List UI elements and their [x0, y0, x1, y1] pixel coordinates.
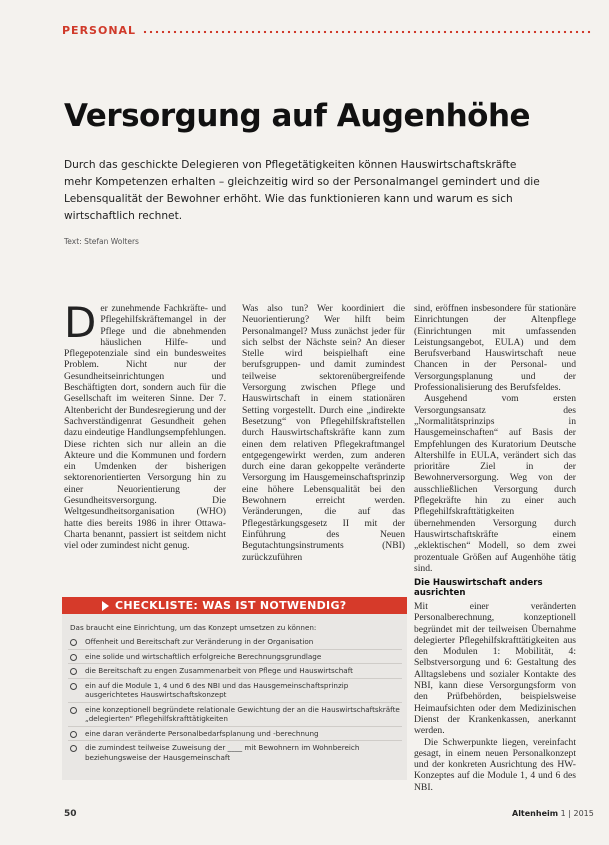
checklist-item-text: eine konzeptionell begründete relationale Gewichtung der an die Hauswirtschaftskräfte „delegierten“ Pflegehilfskrafttätigkeiten	[85, 704, 400, 723]
drop-cap: D	[64, 298, 97, 347]
checklist-banner	[62, 597, 407, 614]
section-label: PERSONAL	[62, 23, 137, 37]
checklist-item	[68, 727, 402, 742]
checklist-item	[68, 679, 402, 703]
circle-bullet-icon	[70, 683, 77, 690]
body-column-1	[64, 298, 226, 552]
circle-bullet-icon	[70, 707, 77, 714]
circle-bullet-icon	[70, 668, 77, 675]
checklist-item	[68, 664, 402, 679]
circle-bullet-icon	[70, 745, 77, 752]
section-header	[62, 22, 592, 38]
body-text-1: er zunehmende Fachkräfte- und Pflegehilfskräftemangel in der Pflege und die abnehmenden häuslichen Hilfe- und Pflegepotenziale sind ein bundesweites Problem. Nicht nur der Gesundheitseinrichtungen und Beschäftigten dort, sondern auch für die Gesellschaft im weiteren Sinne. Der 7. Altenbericht der Bundesregierung und der Sachverständigenrat Gesundheit gehen dazu eindeutige Handlungsempfehlungen. Diese richten sich nur allein an die Akteure und die Kommunen und fordern ein Umdenken der bisherigen sektorenorientierten Versorgung hin zu einer Neuorientierung der Gesundheitsversorgung. Die Weltgesundheitsorganisation (WHO) hatte dies bereits 1986 in ihrer Ottawa-Charta benannt, passiert ist seitdem nicht viel oder zumindest nicht genug.	[64, 303, 226, 552]
circle-bullet-icon	[70, 639, 77, 646]
checklist-item	[68, 741, 402, 764]
checklist-item-text: eine solide und wirtschaftlich erfolgreiche Berechnungsgrundlage	[85, 651, 322, 661]
magazine-footer	[512, 809, 594, 818]
body-column-3	[414, 303, 576, 574]
checklist-item-text: die Bereitschaft zu engen Zusammenarbeit von Pflege und Hauswirtschaft	[85, 666, 353, 675]
circle-bullet-icon	[70, 654, 77, 661]
body-column-2: Was also tun? Wer koordiniert die Neuorientierung? Wer hilft beim Personalmangel? Muss zunächst jeder für sich selbst der Nächste sein? An dieser Stelle wird beispielhaft eine berufsgruppen- und damit zumindest teilweise sektorenübergreifende Versorgung zwischen Pflege und Hauswirtschaft in einem stationären Setting vorgestellt. Durch eine „indirekte Besetzung“ von Pflegehilfskraftstellen durch Hauswirtschaftskräfte kann zum einen dem relativen Pflegekraftmangel entgegengewirkt werden, zum anderen durch eine daran gekoppelte veränderte Versorgung im Hausgemeinschaftsprinzip eine höhere Lebensqualität bei den Bewohnern erreicht werden. Veränderungen, die auf das Pflegestärkungsgesetz II mit der Einführung des Neuen Begutachtungsinstruments (NBI) zurückzuführen	[242, 303, 405, 563]
magazine-name: Altenheim	[512, 809, 559, 818]
checklist-item	[68, 650, 402, 665]
checklist-list	[68, 635, 402, 764]
issue-number: 1 | 2015	[560, 809, 594, 818]
checklist-item	[68, 703, 402, 727]
dotted-rule	[142, 30, 592, 34]
checklist-intro: Das braucht eine Einrichtung, um das Konzept umsetzen zu können:	[70, 623, 317, 632]
body-paragraph: Ausgehend vom ersten Versorgungsansatz des „Normalitätsprinzips in Hausgemeinschaften“ auf Basis der Empfehlungen des Kuratorium Deutsche Altershilfe in EULA, verändert sich das prioritäre Ziel in der Bewohnerversorgung. Weg von der ausschließlichen Versorgung durch Pflegekräfte hin zu einer auch Pflegehilfskrafttätigkeiten übernehmenden Versorgung durch Hauswirtschaftskräfte einem „eklektischen“ Modell, so dem zwei prozentuale Größen auf Augenhöhe tätig sind.	[414, 393, 576, 574]
checklist-item-text: die zumindest teilweise Zuweisung der ____ mit Bewohnern im Wohnbereich beziehungsweise der Hausgemeinschaft	[85, 743, 360, 762]
checklist-item-text: eine daran veränderte Personalbedarfsplanung und -berechnung	[85, 728, 319, 738]
article-lead: Durch das geschickte Delegieren von Pflegetätigkeiten können Hauswirtschaftskräfte mehr Kompetenzen erhalten – gleichzeitig wird so der Personalmangel gemindert und die Lebensqualität der Bewohner erhöht. Wie das funktionieren kann und warum es sich wirtschaftlich rechnet.	[64, 159, 540, 222]
circle-bullet-icon	[70, 731, 77, 738]
checklist-box	[62, 597, 407, 780]
checklist-item	[68, 635, 402, 650]
body-paragraph: Mit einer veränderten Personalberechnung, konzeptionell begründet mit der teilweisen Übernahme delegierter Pflegehilfskrafttätigkeiten aus den Modulen 1: Mobilität, 4: Selbstversorgung und 6: Gestaltung des Alltagslebens und sozialer Kontakte des NBI, kann diese Versorgungsform von den Prüfbehörden, beispielsweise Heimaufsichten oder dem Medizinischen Dienst der Krankenkassen, anerkannt werden.	[414, 601, 576, 737]
body-paragraph: Die Schwerpunkte liegen, vereinfacht gesagt, in einem neuen Personalkonzept und der konkreten Ausrichtung des HW-Konzeptes auf die Module 1, 4 und 6 des NBI.	[414, 736, 576, 793]
subsection	[414, 578, 576, 793]
arrow-icon	[102, 601, 109, 611]
checklist-title: CHECKLISTE: WAS IST NOTWENDIG?	[115, 599, 347, 612]
subsection-heading: Die Hauswirtschaft anders ausrichten	[414, 578, 543, 598]
body-paragraph: sind, eröffnen insbesondere für stationäre Einrichtungen der Altenpflege (Einrichtungen mit umfassenden Leistungsangebot, EULA) und dem Berufsverband Hauswirtschaft neue Chancen in der Personal- und Versorgungsplanung und der Professionalisierung des Berufsfeldes.	[414, 303, 576, 394]
checklist-item-text: ein auf die Module 1, 4 und 6 des NBI und das Hausgemeinschaftsprinzip ausgerichtetes Hauswirtschaftskonzept	[85, 680, 349, 699]
page-number: 50	[64, 809, 77, 819]
article-byline: Text: Stefan Wolters	[64, 237, 139, 246]
checklist-item-text: Offenheit und Bereitschaft zur Veränderung in der Organisation	[85, 637, 314, 646]
article-headline: Versorgung auf Augenhöhe	[64, 98, 531, 134]
